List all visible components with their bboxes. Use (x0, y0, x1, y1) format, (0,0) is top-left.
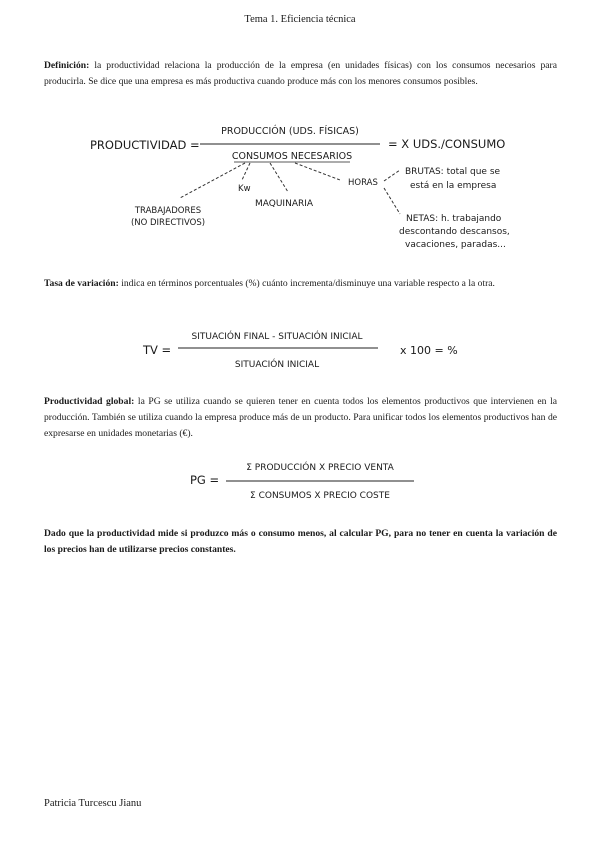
trabajadores-label-line2: (NO DIRECTIVOS) (130, 218, 206, 228)
arrow-netas (384, 188, 400, 214)
pg-lhs: PG = (190, 473, 220, 487)
productivity-numerator: PRODUCCIÓN (UDS. FÍSICAS) (221, 126, 359, 137)
closing-paragraph (44, 526, 557, 558)
arrow-maquinaria (270, 163, 288, 192)
pg-numerator: Σ PRODUCCIÓN X PRECIO VENTA (246, 463, 394, 473)
brutas-line1: BRUTAS: total que se (405, 167, 501, 177)
closing-text: Dado que la productividad mide si produzco más o consumo menos, al calcular PG, para no tener en cuenta la variación de los precios han de utilizarse precios constantes. (44, 528, 557, 555)
productivity-diagram (0, 118, 600, 263)
productivity-denominator: CONSUMOS NECESARIOS (231, 151, 353, 162)
global-productivity-term: Productividad global: (44, 396, 135, 407)
horas-label: HORAS (348, 178, 378, 188)
variation-text: indica en términos porcentuales (%) cuánto incrementa/disminuye una variable respecto a la otra. (118, 278, 495, 289)
page-header: Tema 1. Eficiencia técnica (244, 14, 356, 25)
arrow-brutas (384, 170, 400, 181)
productivity-lhs: PRODUCTIVIDAD = (90, 138, 200, 152)
global-productivity-paragraph (44, 394, 557, 442)
maquinaria-label: MAQUINARIA (255, 199, 314, 209)
pg-formula (0, 456, 600, 508)
arrow-horas (295, 163, 340, 180)
tv-denominator: SITUACIÓN INICIAL (234, 360, 320, 370)
arrow-kw (242, 163, 250, 180)
netas-line2: descontando descansos, (399, 227, 510, 237)
definition-paragraph (44, 58, 557, 90)
brutas-line2: está en la empresa (410, 181, 497, 191)
page-footer: Patricia Turcescu Jianu (44, 798, 142, 809)
variation-paragraph (44, 276, 557, 292)
arrow-trabajadores (180, 163, 245, 198)
definition-term: Definición: (44, 60, 90, 71)
netas-line3: vacaciones, paradas... (405, 240, 506, 250)
kw-label: Kw (238, 184, 251, 194)
productivity-rhs: = X UDS./CONSUMO (388, 137, 506, 151)
tv-formula (0, 326, 600, 376)
tv-numerator: SITUACIÓN FINAL - SITUACIÓN INICIAL (191, 332, 363, 342)
definition-text: la productividad relaciona la producción de la empresa (en unidades físicas) con los consumos necesarios para producirla. Se dice que una empresa es más productiva cuando produce más con los menores consumos posibles. (44, 60, 557, 87)
netas-line1: NETAS: h. trabajando (406, 214, 502, 224)
variation-term: Tasa de variación: (44, 278, 119, 289)
pg-denominator: Σ CONSUMOS X PRECIO COSTE (250, 491, 390, 501)
tv-rhs: x 100 = % (400, 344, 458, 357)
tv-lhs: TV = (143, 343, 172, 357)
trabajadores-label-line1: TRABAJADORES (134, 206, 202, 216)
global-productivity-text: la PG se utiliza cuando se quieren tener en cuenta todos los elementos productivos que intervienen en la producción. También se utiliza cuando la empresa produce más de un producto. Para unificar todos los elementos productivos han de expresarse en unidades monetarias (€). (44, 396, 557, 439)
